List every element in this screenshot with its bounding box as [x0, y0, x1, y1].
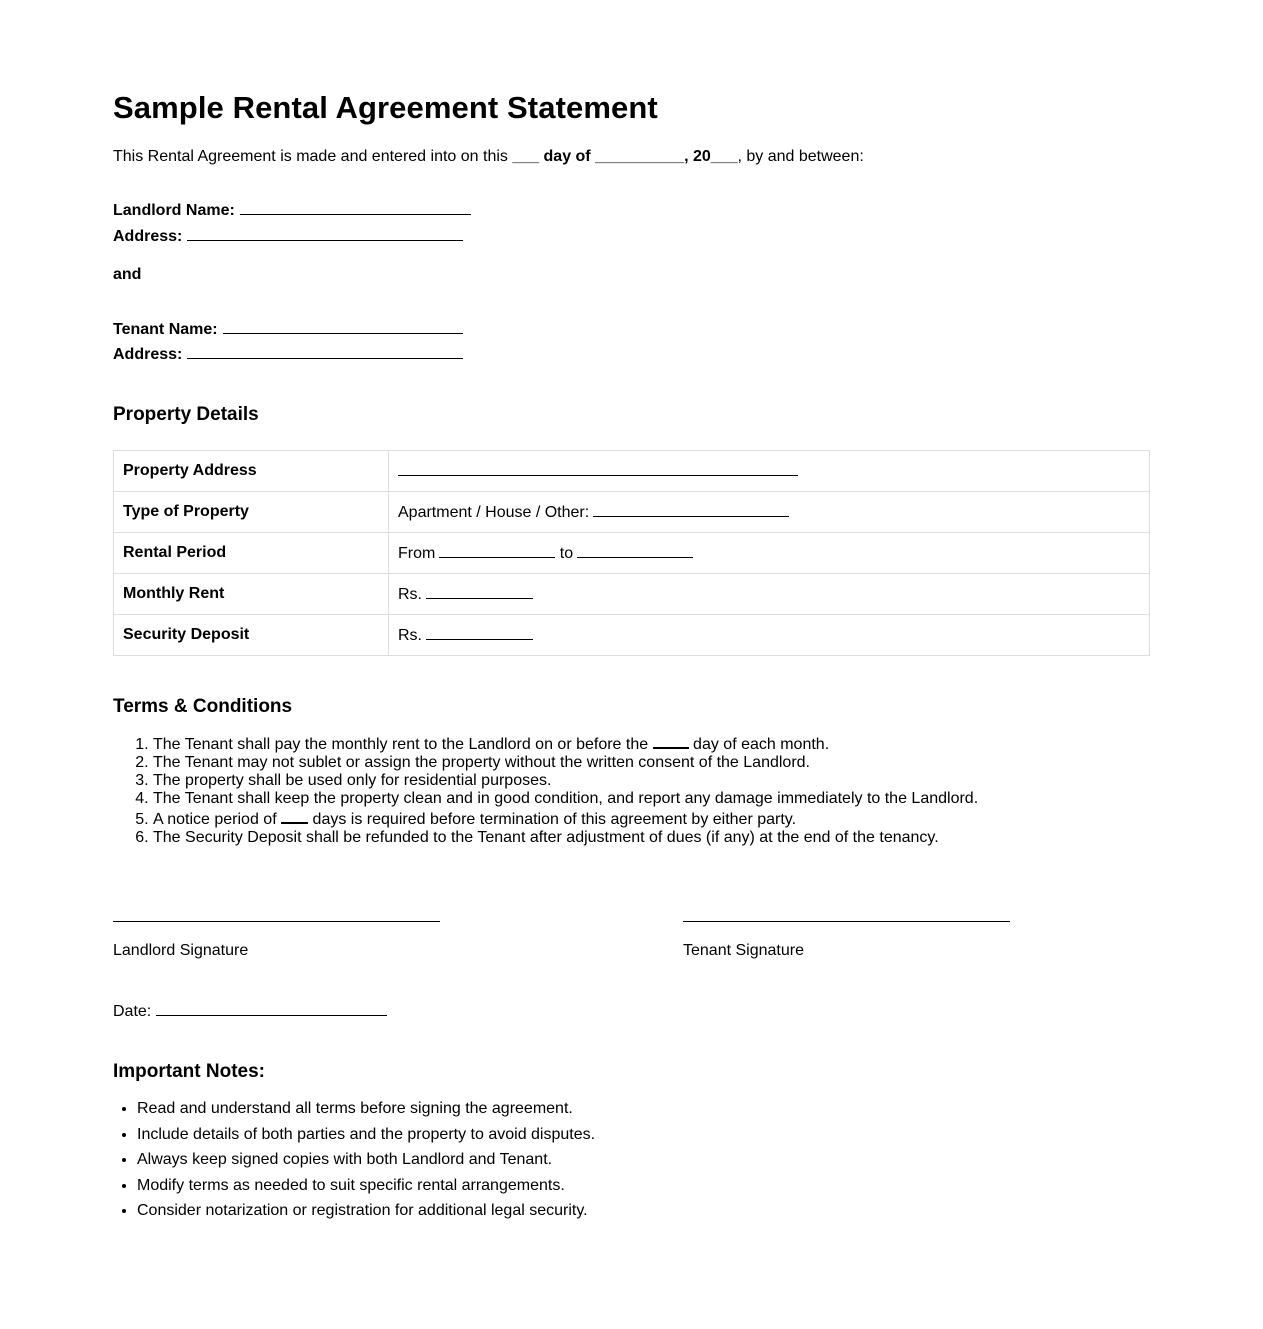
table-row: [114, 492, 1150, 533]
monthly-rent-blank[interactable]: [426, 584, 533, 599]
date-field[interactable]: [113, 1000, 387, 1021]
security-deposit-currency: Rs.: [398, 627, 422, 644]
intro-day-of: day of: [543, 148, 591, 165]
landlord-address-label: Address:: [113, 228, 183, 245]
property-address-value[interactable]: [389, 451, 1150, 492]
list-item: • Include details of both parties and the property to avoid disputes.: [137, 1122, 595, 1148]
landlord-address-blank[interactable]: [187, 225, 463, 241]
important-notes-heading: Important Notes:: [113, 1061, 265, 1082]
rental-period-value[interactable]: [389, 533, 1150, 574]
list-item: • Consider notarization or registration for additional legal security.: [137, 1198, 595, 1224]
list-item: 2. The Tenant may not sublet or assign the property without the written consent of the Landlord.: [153, 754, 978, 772]
term-5-after: days is required before termination of this agreement by either party.: [312, 811, 797, 828]
list-item: [153, 733, 978, 754]
security-deposit-label: Security Deposit: [114, 615, 389, 656]
intro-day-blank: ___: [512, 148, 540, 165]
intro-month-blank: __________: [595, 148, 685, 165]
term-5-before: A notice period of: [153, 811, 277, 828]
document-title: Sample Rental Agreement Statement: [113, 90, 658, 125]
tenant-name-field[interactable]: [113, 318, 463, 339]
property-type-value[interactable]: [389, 492, 1150, 533]
property-type-blank[interactable]: [593, 502, 789, 517]
tenant-address-field[interactable]: [113, 343, 463, 364]
landlord-address-field[interactable]: [113, 225, 463, 246]
property-address-blank[interactable]: [398, 461, 798, 476]
term-1-before: The Tenant shall pay the monthly rent to the Landlord on or before the: [153, 736, 649, 753]
intro-year-prefix: , 20: [684, 148, 711, 165]
tenant-signature-label: Tenant Signature: [683, 942, 804, 959]
list-item: [153, 808, 978, 829]
tenant-address-blank[interactable]: [187, 343, 463, 359]
date-label: Date:: [113, 1003, 152, 1020]
term-1-after: day of each month.: [693, 736, 830, 753]
intro-paragraph: [113, 148, 864, 166]
monthly-rent-label: Monthly Rent: [114, 574, 389, 615]
terms-list: [113, 733, 978, 847]
list-item: • Read and understand all terms before signing the agreement.: [137, 1096, 595, 1122]
term-1-blank[interactable]: [653, 733, 689, 749]
table-row: [114, 615, 1150, 656]
table-row: [114, 574, 1150, 615]
rental-period-to-text: to: [559, 545, 574, 562]
rental-period-from-text: From: [398, 545, 436, 562]
landlord-name-blank[interactable]: [240, 199, 471, 215]
property-type-text: Apartment / House / Other:: [398, 504, 590, 521]
property-address-label: Property Address: [114, 451, 389, 492]
landlord-name-label: Landlord Name:: [113, 202, 235, 219]
table-row: [114, 533, 1150, 574]
landlord-name-field[interactable]: [113, 199, 471, 220]
date-blank[interactable]: [156, 1000, 387, 1016]
table-row: [114, 451, 1150, 492]
list-item: • Always keep signed copies with both Landlord and Tenant.: [137, 1147, 595, 1173]
property-type-label: Type of Property: [114, 492, 389, 533]
landlord-signature-label: Landlord Signature: [113, 942, 249, 959]
and-text: and: [113, 266, 142, 283]
landlord-signature-line[interactable]: [113, 921, 440, 922]
rental-period-label: Rental Period: [114, 533, 389, 574]
tenant-name-label: Tenant Name:: [113, 321, 218, 338]
terms-heading: Terms & Conditions: [113, 696, 293, 717]
list-item: 3. The property shall be used only for residential purposes.: [153, 772, 978, 790]
security-deposit-value[interactable]: [389, 615, 1150, 656]
tenant-signature-line[interactable]: [683, 921, 1010, 922]
monthly-rent-currency: Rs.: [398, 586, 422, 603]
list-item: • Modify terms as needed to suit specific rental arrangements.: [137, 1173, 595, 1199]
term-5-blank[interactable]: [281, 808, 308, 824]
tenant-address-label: Address:: [113, 346, 183, 363]
intro-year-blank: ___: [710, 148, 738, 165]
property-details-table: [113, 450, 1150, 656]
notes-list: [113, 1096, 595, 1224]
list-item: 4. The Tenant shall keep the property clean and in good condition, and report any damage immediately to the Landlord.: [153, 790, 978, 808]
tenant-name-blank[interactable]: [223, 318, 463, 334]
rental-period-to-blank[interactable]: [577, 543, 693, 558]
property-details-heading: Property Details: [113, 404, 259, 425]
rental-period-from-blank[interactable]: [439, 543, 555, 558]
monthly-rent-value[interactable]: [389, 574, 1150, 615]
security-deposit-blank[interactable]: [426, 625, 533, 640]
intro-suffix: , by and between:: [737, 148, 864, 165]
list-item: 6. The Security Deposit shall be refunded to the Tenant after adjustment of dues (if any) at the end of the tenancy.: [153, 829, 978, 847]
intro-prefix: This Rental Agreement is made and entered into on this: [113, 148, 508, 165]
